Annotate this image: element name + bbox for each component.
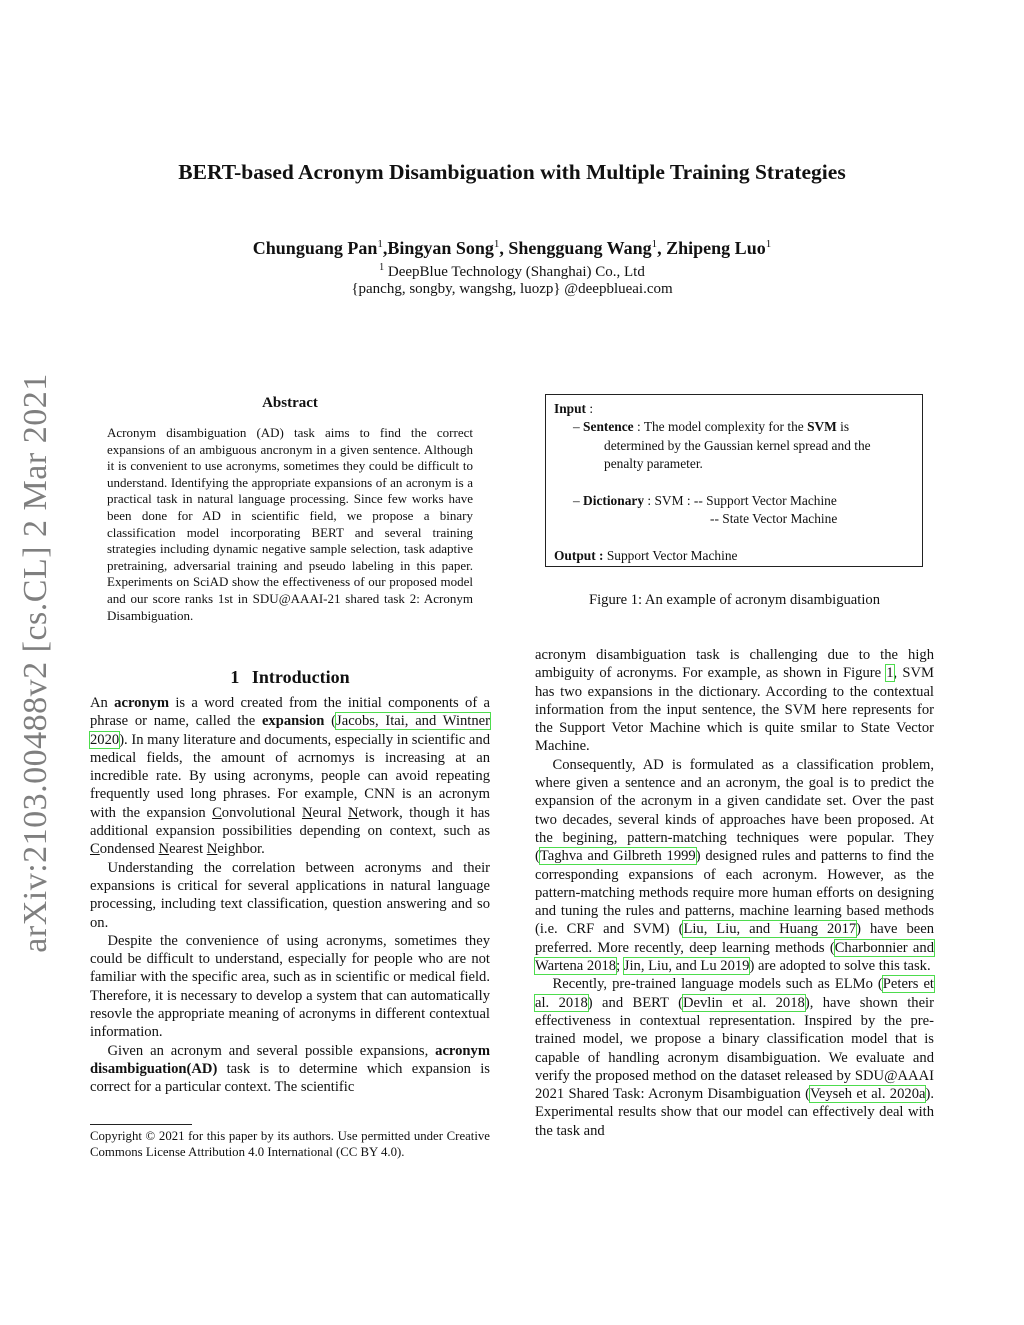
arxiv-identifier-text: arXiv:2103.00488v2 [cs.CL] 2 Mar 2021 <box>17 372 54 953</box>
author-name: Chunguang Pan <box>252 238 378 258</box>
figure-dictionary-line-2: -- State Vector Machine <box>710 511 838 526</box>
text-run: ) are adopted to solve this task. <box>749 958 931 975</box>
figure-sentence-line-3: penalty parameter. <box>604 456 703 471</box>
intro-paragraph-3: Despite the convenience of using acronyms, sometimes they could be difficult to understand, especially for people who are not familiar with the specific area, such as in scientific or medical field. Therefore, it is necessary to develop a system that can automatically resovle the appropriate meaning of acronyms in different contextual information. <box>90 932 490 1041</box>
figure-sentence-line-2: determined by the Gaussian kernel spread and the <box>604 438 871 453</box>
figure-output-value: Support Vector Machine <box>603 548 738 563</box>
figure-output-label: Output : <box>554 548 604 563</box>
intro-paragraph-4 <box>90 1042 490 1097</box>
abstract-text: Acronym disambiguation (AD) task aims to find the correct expansions of an ambiguous ancronym in a given sentence. Although it is convenient to use acronyms, sometimes they could be difficult to understand. Identifying the appropriate expansions of an acronym is a practical task in natural language processing. Since few works have been done for AD in scientific field, we propose a binary classification model incorporating BERT and several training strategies including dynamic negative sample selection, task adaptive pretraining, adversarial training and pseudo labeling in this paper. Experiments on SciAD show the effectiveness of our proposed model and our score ranks 1st in SDU@AAAI-21 shared task 2: Acronym Disambiguation. <box>107 425 473 623</box>
figure-input-line <box>554 400 593 418</box>
affiliation <box>0 262 1024 281</box>
author-mark: 1 <box>493 238 500 250</box>
author-mark: 1 <box>765 238 772 250</box>
text-run: ), have shown their effectiveness in contextual representation. Inspired by the pre-trained model, we propose a binary classification model that is capable of handling acronym disambiguation. We evaluate and verify the proposed method on the dataset released by SDU@AAAI 2021 Shared Task: Acronym Disambiguation ( <box>535 994 934 1103</box>
text-run: ( <box>324 713 337 730</box>
text-run: ; <box>616 958 624 975</box>
figure-dictionary-label: Dictionary <box>583 493 645 508</box>
author-mark: 1 <box>377 238 383 250</box>
text-run: : <box>586 401 594 416</box>
underlined-letter: C <box>212 804 222 821</box>
paper-title: BERT-based Acronym Disambiguation with Multiple Training Strategies <box>178 160 846 184</box>
figure-svm-term: SVM <box>807 419 837 434</box>
right-paragraph-1 <box>535 646 934 756</box>
right-paragraph-2 <box>535 756 934 976</box>
left-column-body <box>90 694 490 1097</box>
figure-sentence-line <box>573 418 849 436</box>
text-run: onvolutional <box>221 804 302 821</box>
text-run: Recently, pre-trained language models such as ELMo ( <box>552 976 883 993</box>
figure-ref-link[interactable]: 1 <box>886 665 894 682</box>
citation-link[interactable]: Devlin et al. 2018 <box>682 994 805 1011</box>
citation-link[interactable]: Jin, Liu, and Lu 2019 <box>623 958 750 975</box>
underlined-letter: C <box>90 841 100 858</box>
author-name: ,Bingyan Song <box>382 238 494 258</box>
underlined-letter: N <box>206 841 218 858</box>
term-acronym-disambiguation: acronym disambiguation(AD) <box>90 1042 490 1077</box>
citation-link[interactable]: Jacobs, Itai, and Wintner 2020 <box>90 713 490 748</box>
affiliation-mark: 1 <box>379 262 385 273</box>
intro-paragraph-1 <box>90 694 490 859</box>
author-name: , Shengguang Wang <box>499 238 652 258</box>
text-run: : SVM : -- Support Vector Machine <box>644 493 837 508</box>
copyright-footnote: Copyright © 2021 for this paper by its authors. Use permitted under Creative Commons License Attribution 4.0 International (CC BY 4.0). <box>90 1129 490 1159</box>
text-run: : <box>633 419 644 434</box>
figure-dictionary-line <box>573 492 837 510</box>
text-run: An <box>90 695 115 711</box>
text-run: ) have been preferred. More recently, deep learning methods ( <box>535 921 934 956</box>
text-run: ondensed <box>99 841 159 858</box>
text-run: Given an acronym and several possible expansions, <box>107 1042 436 1059</box>
text-run: is a word created from the initial components of a phrase or name, called the <box>90 695 490 730</box>
abstract-heading: Abstract <box>262 395 318 411</box>
author-mark: 1 <box>651 238 658 250</box>
text-run: task is to determine which expansion is correct for a particular context. The scientific <box>90 1060 490 1096</box>
author-emails: {panchg, songby, wangshg, luozp} @deepblueai.com <box>351 281 673 297</box>
right-column-body <box>535 646 934 1140</box>
term-expansion: expansion <box>261 713 325 730</box>
text-run: ). Experimental results show that our model can effectively deal with the task and <box>535 1086 934 1139</box>
citation-link[interactable]: Charbonnier and Wartena 2018 <box>535 939 934 975</box>
affiliation-text: DeepBlue Technology (Shanghai) Co., Ltd <box>384 264 645 280</box>
right-paragraph-3 <box>535 975 934 1140</box>
text-run: acronym disambiguation task is challenging due to the high ambiguity of acronyms. For example, as shown in Figure <box>535 647 934 682</box>
text-run: eural <box>312 804 349 821</box>
text-run: , SVM has two expansions in the dictionary. According to the contextual information from the input sentence, the SVM here represents for the Support Vetor Machine which is quite smilar to State Vector Machine. <box>535 665 934 755</box>
text-run: earest <box>169 841 207 858</box>
figure-sentence-label: Sentence <box>583 419 634 434</box>
underlined-letter: N <box>158 841 170 858</box>
author-name: , Zhipeng Luo <box>657 238 766 258</box>
text-run: is <box>836 419 850 434</box>
figure-caption: Figure 1: An example of acronym disambiguation <box>588 592 880 608</box>
citation-link[interactable]: Taghva and Gilbreth 1999 <box>539 848 696 865</box>
underlined-letter: N <box>348 804 359 821</box>
section-heading-introduction: 1 Introduction <box>230 667 350 687</box>
text-run: ). In many literature and documents, especially in scientific and medical fields, the amount of acrnomys is increasing at an incredible rate. By using acronyms, people can avoid repeating frequently used long phrases. For example, CNN is an acronym with the expansion <box>90 731 490 821</box>
text-run: ) and BERT ( <box>587 994 683 1011</box>
text-run: eighbor. <box>217 841 265 858</box>
term-acronym: acronym <box>114 695 170 711</box>
arxiv-identifier <box>13 365 59 960</box>
figure-example-box <box>545 394 923 567</box>
underlined-letter: N <box>301 804 313 821</box>
text-run: – <box>573 493 584 508</box>
figure-output-line <box>554 547 738 565</box>
text-run: The model complexity for the <box>643 419 808 434</box>
text-run: – <box>573 419 584 434</box>
author-list <box>0 238 1024 259</box>
footnote-rule <box>90 1124 192 1125</box>
citation-link[interactable]: Liu, Liu, and Huang 2017 <box>683 921 857 938</box>
text-run: Consequently, AD is formulated as a classification problem, where given a sentence and an acronym, the goal is to predict the expansion of the acronym in a given candidate set. Over the past two decades, several kinds of approaches have been proposed. At the begining, pattern-matching techniques were popular. They ( <box>535 756 934 865</box>
figure-input-label: Input <box>554 401 587 416</box>
text-run: ) designed rules and patterns to find the corresponding expansions of each acronym. However, as the pattern-matching methods require more human efforts on designing and tuning the rules and patterns, machine learning based methods (i.e. CRF and SVM) ( <box>535 848 934 938</box>
intro-paragraph-2: Understanding the correlation between acronyms and their expansions is critical for several applications in natural language processing, including text classification, question answering and so on. <box>90 859 490 931</box>
citation-link[interactable]: Peters et al. 2018 <box>535 976 934 1011</box>
citation-link[interactable]: Veyseh et al. 2020a <box>809 1086 926 1103</box>
text-run: etwork, though it has additional expansion possibilities depending on context, such as <box>90 804 490 840</box>
